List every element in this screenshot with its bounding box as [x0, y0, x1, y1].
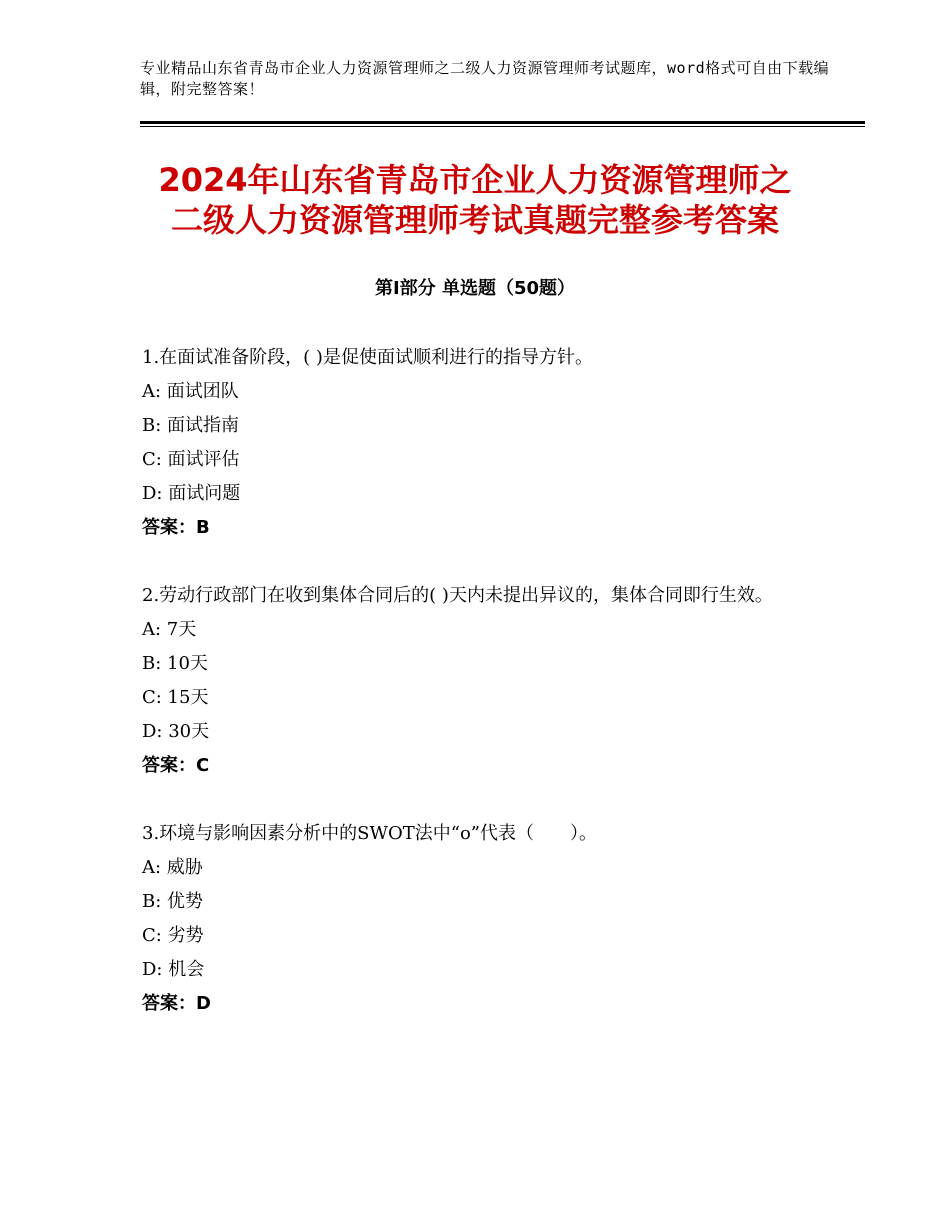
answer: 答案：C — [142, 755, 210, 776]
option-d: D: 30天 — [142, 721, 210, 742]
section-heading: 第Ⅰ部分 单选题（50题） — [374, 278, 575, 299]
header-divider — [140, 121, 865, 127]
option-b: B: 优势 — [142, 891, 204, 912]
answer: 答案：B — [142, 517, 210, 538]
question-2 — [142, 579, 822, 783]
answer: 答案：D — [142, 993, 211, 1014]
option-c: C: 劣势 — [142, 925, 204, 946]
option-d: D: 机会 — [142, 959, 205, 980]
option-a: A: 威胁 — [142, 857, 203, 878]
option-a: A: 面试团队 — [142, 381, 239, 402]
document-title — [100, 160, 850, 240]
title-line-1: 2024年山东省青岛市企业人力资源管理师之 — [158, 161, 792, 199]
option-a: A: 7天 — [142, 619, 197, 640]
question-stem: 3.环境与影响因素分析中的SWOT法中“o”代表（ ）。 — [142, 823, 598, 844]
question-list — [142, 341, 822, 1055]
option-b: B: 10天 — [142, 653, 208, 674]
option-d: D: 面试问题 — [142, 483, 241, 504]
header-note: 专业精品山东省青岛市企业人力资源管理师之二级人力资源管理师考试题库，word格式可自由下载编辑，附完整答案！ — [140, 59, 830, 98]
question-3 — [142, 817, 822, 1021]
option-c: C: 15天 — [142, 687, 209, 708]
question-stem: 2.劳动行政部门在收到集体合同后的( )天内未提出异议的，集体合同即行生效。 — [142, 585, 773, 606]
option-c: C: 面试评估 — [142, 449, 240, 470]
option-b: B: 面试指南 — [142, 415, 240, 436]
question-stem: 1.在面试准备阶段，( )是促使面试顺利进行的指导方针。 — [142, 347, 593, 368]
question-1 — [142, 341, 822, 545]
title-line-2: 二级人力资源管理师考试真题完整参考答案 — [170, 201, 779, 239]
